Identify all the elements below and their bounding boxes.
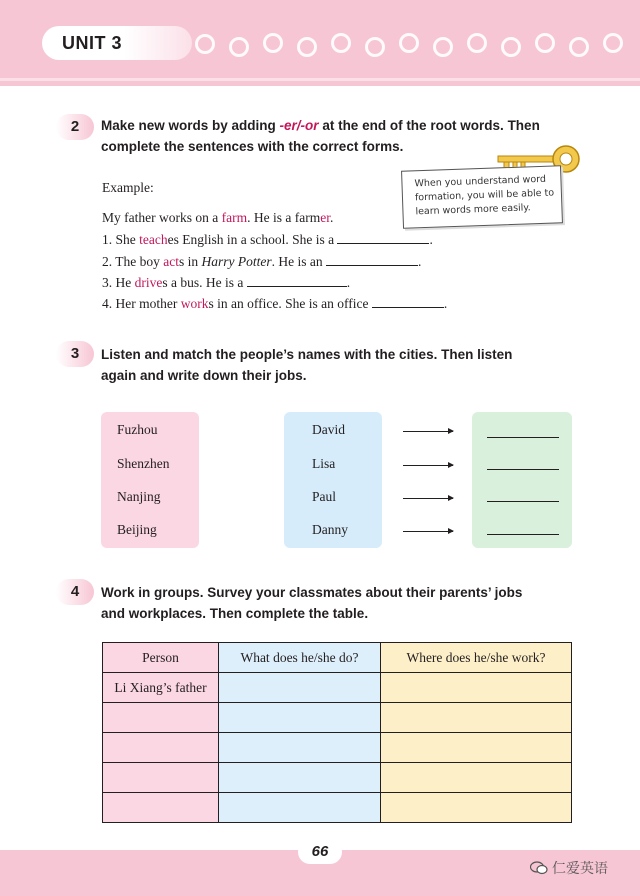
table-cell[interactable]	[219, 703, 381, 733]
page-number: 66	[298, 840, 342, 864]
table-cell[interactable]	[381, 703, 572, 733]
table-header: Where does he/she work?	[381, 643, 572, 673]
table-cell[interactable]	[381, 763, 572, 793]
sentence-4: 4. Her mother works in an office. She is an office .	[102, 296, 448, 311]
table-cell[interactable]	[103, 763, 219, 793]
tip-note: When you understand word formation, you will be able to learn words more easily.	[401, 165, 563, 229]
header-divider	[0, 78, 640, 81]
name-item: Paul	[312, 489, 337, 504]
name-item: David	[312, 422, 345, 437]
arrow-icon	[403, 498, 453, 499]
table-cell[interactable]	[219, 733, 381, 763]
sentence-1: 1. She teaches English in a school. She is a .	[102, 232, 433, 247]
table-cell[interactable]	[381, 733, 572, 763]
arrow-icon	[403, 531, 453, 532]
table-row	[103, 703, 572, 733]
sentence-3: 3. He drives a bus. He is a .	[102, 275, 351, 290]
city-item: Fuzhou	[117, 422, 158, 437]
table-cell[interactable]	[219, 673, 381, 703]
arrow-icon	[403, 431, 453, 432]
watermark: 仁爱英语	[530, 858, 608, 878]
table-cell[interactable]	[219, 763, 381, 793]
exercise-number: 3	[56, 341, 94, 367]
unit-title: UNIT 3	[62, 33, 123, 53]
job-answer-line[interactable]	[487, 501, 559, 502]
job-answer-line[interactable]	[487, 437, 559, 438]
table-row	[103, 763, 572, 793]
exercise-4-instruction: Work in groups. Survey your classmates about their parents’ jobs and workplaces. Then complete the table.	[101, 585, 523, 621]
table-row	[103, 793, 572, 823]
job-answer-line[interactable]	[487, 534, 559, 535]
table-header: What does he/she do?	[219, 643, 381, 673]
table-cell[interactable]	[219, 793, 381, 823]
exercise-number: 4	[56, 579, 94, 605]
table-cell[interactable]	[381, 793, 572, 823]
sentence-2: 2. The boy acts in Harry Potter. He is an .	[102, 254, 422, 269]
city-item: Beijing	[117, 522, 157, 537]
table-cell[interactable]	[103, 793, 219, 823]
exercise-number: 2	[56, 114, 94, 140]
table-cell[interactable]	[381, 673, 572, 703]
answer-blank[interactable]	[372, 296, 444, 308]
answer-blank[interactable]	[247, 275, 347, 287]
name-item: Danny	[312, 522, 348, 537]
job-answer-line[interactable]	[487, 469, 559, 470]
name-item: Lisa	[312, 456, 336, 471]
table-row	[103, 673, 572, 703]
jobs-box	[472, 412, 572, 548]
wechat-icon	[530, 861, 548, 875]
arrow-icon	[403, 465, 453, 466]
answer-blank[interactable]	[326, 254, 418, 266]
city-item: Shenzhen	[117, 456, 170, 471]
survey-table	[102, 642, 572, 823]
table-cell: Li Xiang’s father	[103, 673, 219, 703]
exercise-2-instruction: Make new words by adding -er/-or at the end of the root words. Then complete the sentences with the correct forms.	[101, 118, 540, 154]
exercise-3-instruction: Listen and match the people’s names with the cities. Then listen again and write down their jobs.	[101, 347, 513, 383]
table-header-row	[103, 643, 572, 673]
table-header: Person	[103, 643, 219, 673]
table-cell[interactable]	[103, 733, 219, 763]
table-row	[103, 733, 572, 763]
city-item: Nanjing	[117, 489, 161, 504]
example-label: Example:	[102, 180, 154, 195]
table-cell[interactable]	[103, 703, 219, 733]
example-sentence: My father works on a farm. He is a farmer.	[102, 210, 334, 225]
answer-blank[interactable]	[337, 232, 429, 244]
